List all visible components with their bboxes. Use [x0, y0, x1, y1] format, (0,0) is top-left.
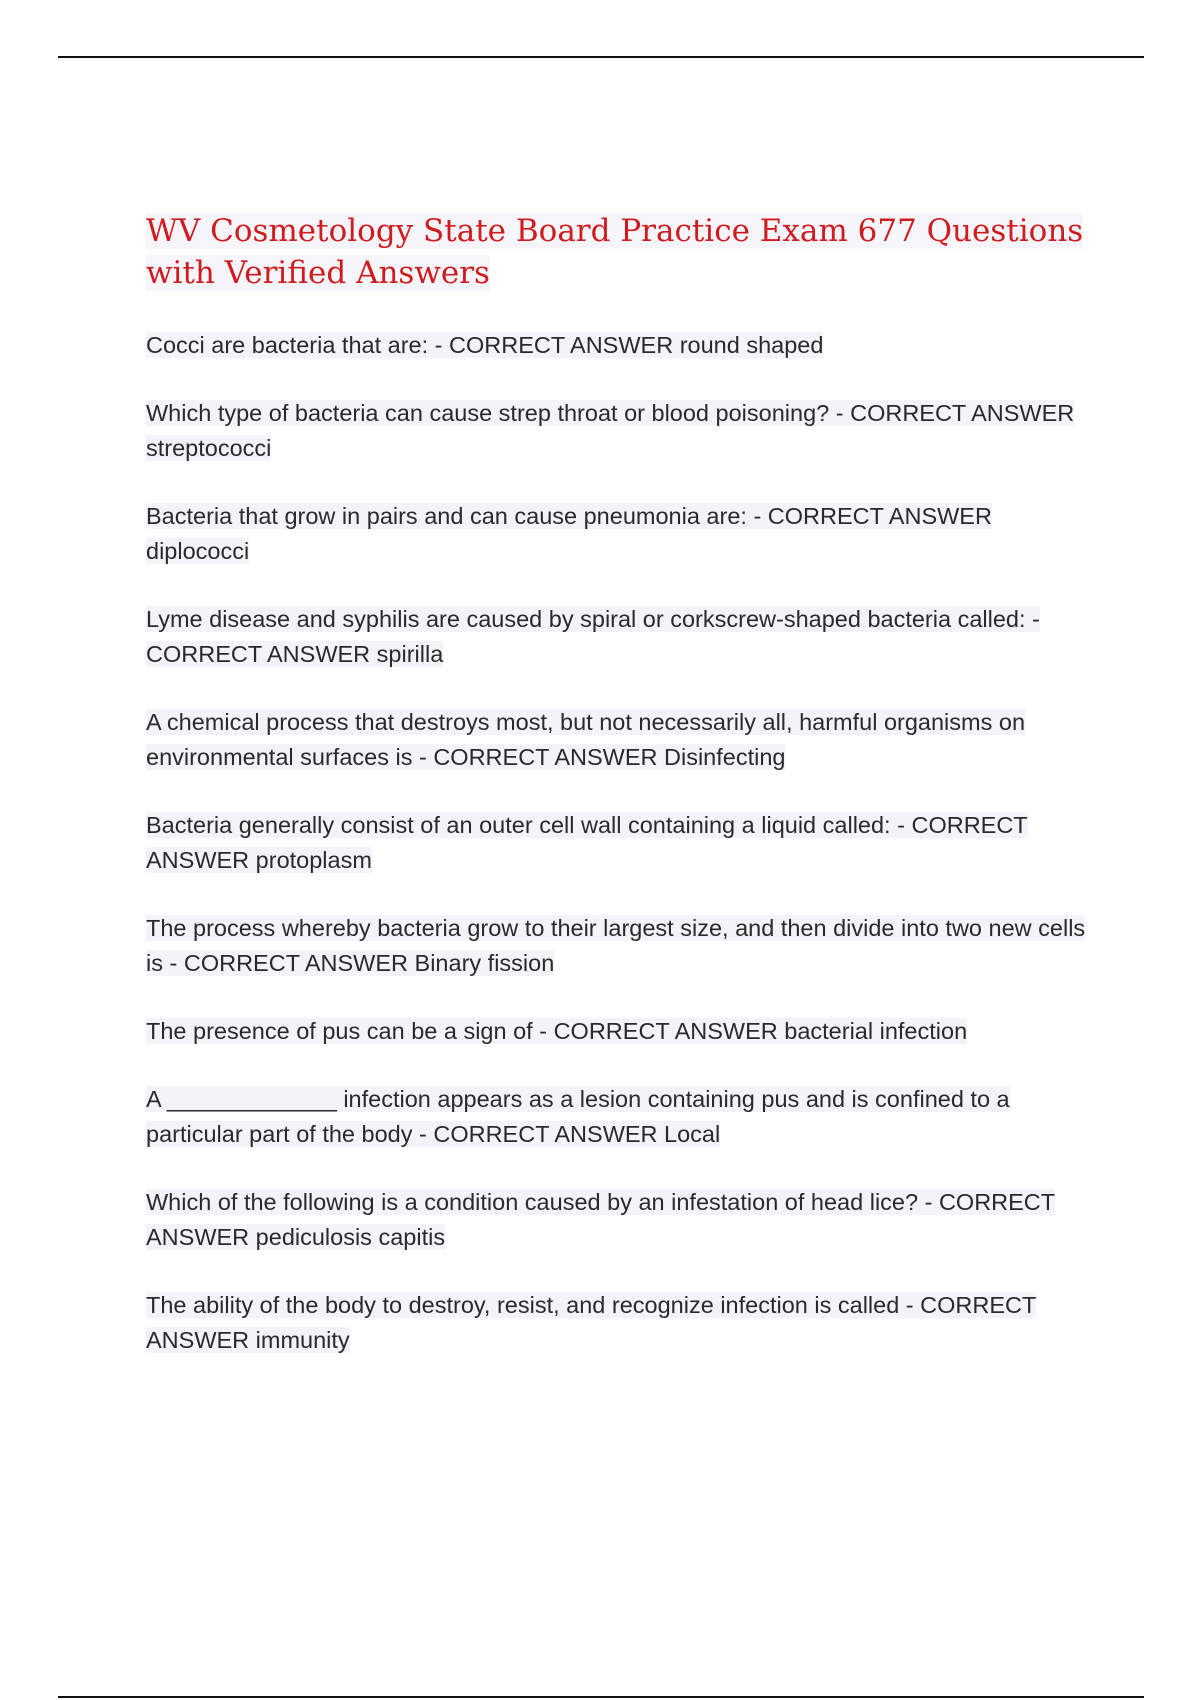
qa-item: A _____________ infection appears as a lesion containing pus and is confined to a particular part of the body - CORRECT ANSWER Local — [146, 1086, 1010, 1147]
qa-item: Bacteria that grow in pairs and can cause pneumonia are: - CORRECT ANSWER diplococci — [146, 503, 992, 564]
top-rule — [58, 56, 1144, 58]
qa-item: Lyme disease and syphilis are caused by spiral or corkscrew-shaped bacteria called: - CORRECT ANSWER spirilla — [146, 606, 1040, 667]
qa-list — [146, 328, 1086, 1358]
qa-item: Cocci are bacteria that are: - CORRECT ANSWER round shaped — [146, 332, 824, 358]
bottom-rule — [58, 1696, 1144, 1698]
qa-item: Which type of bacteria can cause strep throat or blood poisoning? - CORRECT ANSWER streptococci — [146, 400, 1075, 461]
qa-item: Bacteria generally consist of an outer cell wall containing a liquid called: - CORRECT ANSWER protoplasm — [146, 812, 1028, 873]
qa-item: Which of the following is a condition caused by an infestation of head lice? - CORRECT ANSWER pediculosis capitis — [146, 1189, 1056, 1250]
qa-item: The presence of pus can be a sign of - CORRECT ANSWER bacterial infection — [146, 1018, 968, 1044]
document-body — [146, 210, 1086, 1391]
qa-item: The ability of the body to destroy, resist, and recognize infection is called - CORRECT ANSWER immunity — [146, 1292, 1037, 1353]
qa-item: The process whereby bacteria grow to their largest size, and then divide into two new cells is - CORRECT ANSWER Binary fission — [146, 915, 1086, 976]
document-title: WV Cosmetology State Board Practice Exam 677 Questions with Verified Answers — [146, 213, 1084, 291]
qa-item: A chemical process that destroys most, but not necessarily all, harmful organisms on environmental surfaces is - CORRECT ANSWER Disinfecting — [146, 709, 1026, 770]
